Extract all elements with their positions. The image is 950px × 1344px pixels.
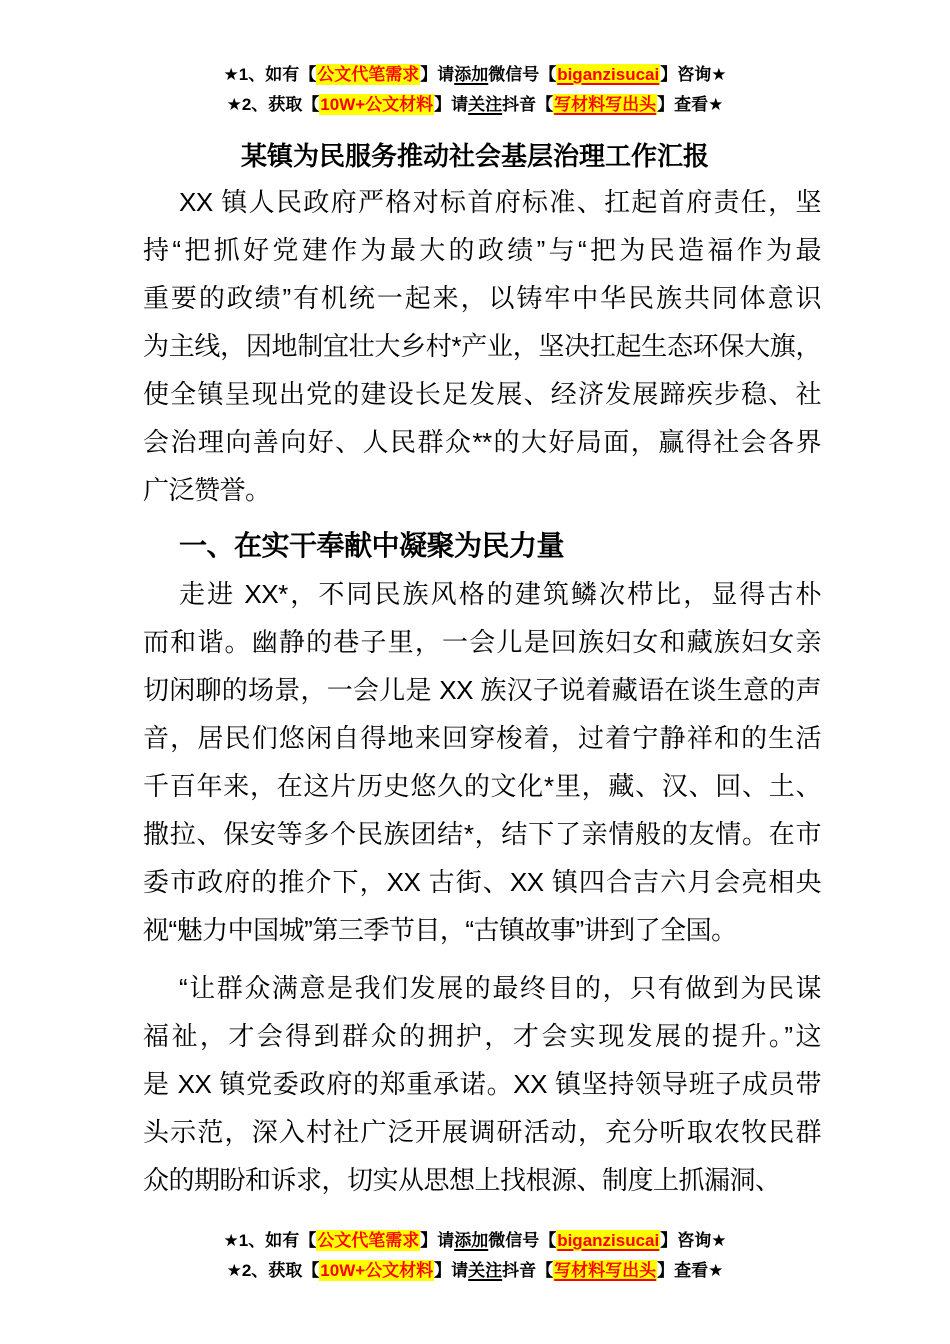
banner-line xyxy=(0,1226,950,1256)
highlighted-promo-text: biganzisucai xyxy=(557,65,660,84)
text-line: “让群众满意是我们发展的最终目的，只有做到为民谋 xyxy=(179,973,821,1003)
text-line: 福祉，才会得到群众的拥护，才会实现发展的提升。”这 xyxy=(143,1021,821,1051)
text-line: 走进 XX*，不同民族风格的建筑鳞次栉比，显得古朴 xyxy=(179,579,821,609)
banner-text: 抖音【 xyxy=(502,1261,554,1280)
banner-text: 微信号【 xyxy=(488,1231,557,1250)
banner-line xyxy=(0,1256,950,1286)
text-line: 广泛赞誉。 xyxy=(143,475,271,505)
header-promo-banner xyxy=(0,0,950,120)
footer-promo-banner xyxy=(0,1226,950,1286)
document-title: 某镇为民服务推动社会基层治理工作汇报 xyxy=(240,141,709,171)
underlined-text: 添加 xyxy=(454,65,489,84)
banner-text: 抖音【 xyxy=(502,95,554,114)
underlined-text: 关注 xyxy=(468,1261,503,1280)
banner-text: 】咨询★ xyxy=(660,65,727,84)
document-body xyxy=(143,178,821,1204)
banner-text: ★2、获取【 xyxy=(226,1261,320,1280)
section-heading: 一、在实干奉献中凝聚为民力量 xyxy=(179,530,565,561)
text-line: 是 XX 镇党委政府的郑重承诺。XX 镇坚持领导班子成员带 xyxy=(143,1069,821,1099)
text-line: 使全镇呈现出党的建设长足发展、经济发展蹄疾步稳、社 xyxy=(143,379,821,409)
text-line: 撒拉、保安等多个民族团结*，结下了亲情般的友情。在市 xyxy=(143,819,821,849)
highlighted-promo-text: 10W+公文材料 xyxy=(320,1261,434,1280)
text-line: 切闲聊的场景，一会儿是 XX 族汉子说着藏语在谈生意的声 xyxy=(143,675,821,705)
banner-text: 】查看★ xyxy=(657,95,724,114)
banner-text: 】请 xyxy=(434,1261,469,1280)
text-line: 千百年来，在这片历史悠久的文化*里，藏、汉、回、土、 xyxy=(143,771,821,801)
highlighted-promo-text: 公文代笔需求 xyxy=(317,65,420,84)
text-line: 头示范，深入村社广泛开展调研活动，充分听取农牧民群 xyxy=(143,1117,821,1147)
banner-text: 】查看★ xyxy=(657,1261,724,1280)
banner-text: 微信号【 xyxy=(488,65,557,84)
text-line: 为主线，因地制宜壮大乡村*产业，坚决扛起生态环保大旗， xyxy=(143,331,821,361)
banner-line xyxy=(0,90,950,120)
underlined-text: 关注 xyxy=(468,95,503,114)
text-line: 而和谐。幽静的巷子里，一会儿是回族妇女和藏族妇女亲 xyxy=(143,627,821,657)
text-line: 视“魅力中国城”第三季节目，“古镇故事”讲到了全国。 xyxy=(143,915,737,945)
text-line: 音，居民们悠闲自得地来回穿梭着，过着宁静祥和的生活 xyxy=(143,723,821,753)
text-line: 委市政府的推介下，XX 古街、XX 镇四合吉六月会亮相央 xyxy=(143,867,821,897)
text-line: 重要的政绩”有机统一起来，以铸牢中华民族共同体意识 xyxy=(143,283,821,313)
underlined-text: 添加 xyxy=(454,1231,489,1250)
banner-text: ★1、如有【 xyxy=(223,65,317,84)
banner-text: 】请 xyxy=(420,65,455,84)
highlighted-promo-text: 10W+公文材料 xyxy=(320,95,434,114)
text-line: 会治理向善向好、人民群众**的大好局面，赢得社会各界 xyxy=(143,427,821,457)
text-line: XX 镇人民政府严格对标首府标准、扛起首府责任，坚 xyxy=(179,187,821,217)
banner-line xyxy=(0,60,950,90)
paragraph xyxy=(143,178,821,514)
highlighted-promo-text: 公文代笔需求 xyxy=(317,1231,420,1250)
banner-text: 】咨询★ xyxy=(660,1231,727,1250)
banner-text: 】请 xyxy=(434,95,469,114)
highlighted-promo-text: 写材料写出头 xyxy=(554,1261,657,1280)
banner-text: ★2、获取【 xyxy=(226,95,320,114)
text-line: 众的期盼和诉求，切实从思想上找根源、制度上抓漏洞、 xyxy=(143,1165,781,1195)
highlighted-promo-text: biganzisucai xyxy=(557,1231,660,1250)
highlighted-promo-text: 写材料写出头 xyxy=(554,95,657,114)
paragraph xyxy=(143,570,821,954)
paragraph xyxy=(143,964,821,1204)
banner-text: 】请 xyxy=(420,1231,455,1250)
banner-text: ★1、如有【 xyxy=(223,1231,317,1250)
text-line: 持“把抓好党建作为最大的政绩”与“把为民造福作为最 xyxy=(143,235,821,265)
